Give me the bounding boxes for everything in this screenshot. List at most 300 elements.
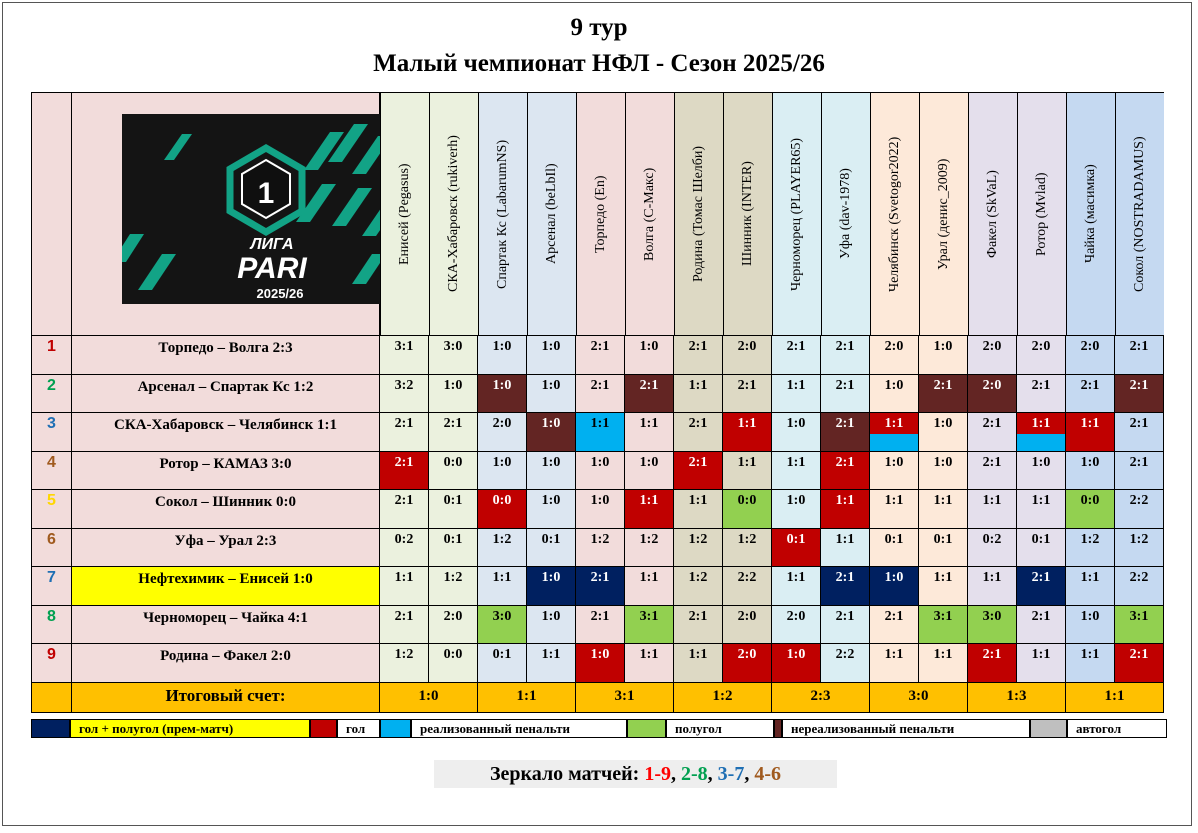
- total-score: 2:3: [772, 683, 870, 713]
- match-number: 9: [31, 644, 72, 683]
- prediction-cell: [478, 529, 527, 567]
- prediction-value: 2:1: [1129, 339, 1149, 354]
- prediction-cell: [576, 413, 625, 452]
- prediction-value: 3:2: [394, 378, 414, 393]
- prediction-value: 1:1: [639, 647, 659, 662]
- prediction-cell: [576, 452, 625, 490]
- prediction-cell: [1017, 644, 1066, 683]
- participant-header: Чайка (масимка): [1066, 92, 1115, 336]
- prediction-value: 1:0: [1031, 455, 1051, 470]
- prediction-cell: [968, 490, 1017, 529]
- prediction-value: 1:1: [737, 416, 757, 431]
- prediction-value: 1:0: [1080, 455, 1100, 470]
- prediction-value: 1:2: [394, 647, 414, 662]
- prediction-cell: [821, 567, 870, 606]
- match-number: 2: [31, 375, 72, 413]
- match-label: Сокол – Шинник 0:0: [72, 490, 380, 529]
- prediction-value: 1:0: [639, 339, 659, 354]
- total-num-cell: [31, 683, 72, 713]
- prediction-value: 1:2: [492, 532, 512, 547]
- participant-header: Спартак Кс (LabarumNS): [478, 92, 527, 336]
- championship-title: Малый чемпионат НФЛ - Сезон 2025/26: [373, 50, 825, 77]
- prediction-value: 2:1: [394, 493, 414, 508]
- prediction-value: 2:1: [1031, 378, 1051, 393]
- match-label: Родина – Факел 2:0: [72, 644, 380, 683]
- prediction-value: 0:1: [492, 647, 512, 662]
- prediction-value: 3:1: [1129, 609, 1149, 624]
- match-label: Торпедо – Волга 2:3: [72, 336, 380, 375]
- prediction-cell: [380, 336, 429, 375]
- prediction-value: 1:0: [884, 378, 904, 393]
- prediction-value: 2:1: [884, 609, 904, 624]
- prediction-value: 2:1: [1080, 378, 1100, 393]
- prediction-cell: [723, 490, 772, 529]
- prediction-value: 2:0: [1080, 339, 1100, 354]
- logo-line3: 2025/26: [256, 286, 304, 301]
- prediction-cell: [870, 375, 919, 413]
- participant-header: Челябинск (Svetogor2022): [870, 92, 919, 336]
- prediction-cell: [968, 567, 1017, 606]
- prediction-cell: [380, 375, 429, 413]
- prediction-value: 1:2: [443, 570, 463, 585]
- match-number: 5: [31, 490, 72, 529]
- prediction-value: 1:0: [541, 493, 561, 508]
- prediction-value: 3:0: [982, 609, 1002, 624]
- prediction-cell: [429, 606, 478, 644]
- prediction-value: 1:1: [933, 493, 953, 508]
- prediction-cell: [1066, 606, 1115, 644]
- prediction-cell: [674, 567, 723, 606]
- prediction-cell: [772, 529, 821, 567]
- prediction-cell: [478, 452, 527, 490]
- prediction-value: 1:1: [639, 493, 659, 508]
- prediction-cell: [821, 452, 870, 490]
- prediction-value: 1:1: [982, 493, 1002, 508]
- match-number: 7: [31, 567, 72, 606]
- prediction-value: 1:0: [933, 339, 953, 354]
- prediction-cell: [1115, 567, 1164, 606]
- prediction-cell: [1017, 567, 1066, 606]
- prediction-value: 1:0: [541, 455, 561, 470]
- prediction-cell: [380, 490, 429, 529]
- prediction-value: 0:0: [443, 647, 463, 662]
- prediction-cell: [625, 567, 674, 606]
- prediction-value: 2:2: [1129, 493, 1149, 508]
- prediction-value: 1:0: [443, 378, 463, 393]
- prediction-cell: [625, 644, 674, 683]
- prediction-cell: [478, 567, 527, 606]
- total-label: Итоговый счет:: [72, 683, 380, 713]
- prediction-value: 1:0: [786, 493, 806, 508]
- prediction-value: 2:1: [835, 416, 855, 431]
- prediction-cell: [919, 490, 968, 529]
- prediction-value: 2:1: [786, 339, 806, 354]
- prediction-cell: [527, 490, 576, 529]
- prediction-value: 2:0: [443, 609, 463, 624]
- prediction-value: 2:1: [443, 416, 463, 431]
- prediction-cell: [772, 452, 821, 490]
- prediction-value: 0:1: [933, 532, 953, 547]
- match-label: Уфа – Урал 2:3: [72, 529, 380, 567]
- prediction-value: 0:0: [492, 493, 512, 508]
- prediction-value: 1:0: [541, 570, 561, 585]
- participant-header: Факел (SkVaL): [968, 92, 1017, 336]
- prediction-cell: [1017, 490, 1066, 529]
- prediction-value: 1:1: [933, 647, 953, 662]
- prediction-cell: [576, 375, 625, 413]
- prediction-value: 2:2: [835, 647, 855, 662]
- prediction-value: 1:2: [639, 532, 659, 547]
- prediction-cell: [429, 490, 478, 529]
- prediction-cell: [527, 606, 576, 644]
- prediction-cell: [527, 413, 576, 452]
- prediction-cell: [1066, 567, 1115, 606]
- prediction-value: 1:1: [933, 570, 953, 585]
- prediction-value: 2:1: [835, 339, 855, 354]
- prediction-value: 2:1: [688, 339, 708, 354]
- prediction-cell: [527, 644, 576, 683]
- total-score: 1:0: [380, 683, 478, 713]
- prediction-value: 0:1: [786, 532, 806, 547]
- prediction-value: 2:1: [982, 416, 1002, 431]
- prediction-cell: [1017, 375, 1066, 413]
- prediction-cell: [429, 567, 478, 606]
- match-label: Черноморец – Чайка 4:1: [72, 606, 380, 644]
- prediction-value: 1:2: [1080, 532, 1100, 547]
- prediction-value: 1:1: [737, 455, 757, 470]
- prediction-cell: [674, 336, 723, 375]
- prediction-value: 0:2: [982, 532, 1002, 547]
- prediction-value: 1:1: [541, 647, 561, 662]
- prediction-cell: [1066, 644, 1115, 683]
- prediction-cell: [1066, 336, 1115, 375]
- prediction-value: 2:0: [737, 647, 757, 662]
- prediction-value: 0:1: [443, 532, 463, 547]
- participant-header: Арсенал (beLbIl): [527, 92, 576, 336]
- prediction-value: 1:0: [590, 493, 610, 508]
- total-score: 1:1: [478, 683, 576, 713]
- prediction-value: 1:1: [982, 570, 1002, 585]
- prediction-value: 2:1: [982, 455, 1002, 470]
- match-label: СКА-Хабаровск – Челябинск 1:1: [72, 413, 380, 452]
- prediction-value: 1:0: [541, 378, 561, 393]
- prediction-cell: [1017, 413, 1066, 452]
- prediction-cell: [380, 452, 429, 490]
- prediction-value: 2:1: [933, 378, 953, 393]
- prediction-value: 2:1: [1031, 570, 1051, 585]
- prediction-cell: [478, 606, 527, 644]
- prediction-value: 2:0: [737, 609, 757, 624]
- prediction-cell: [772, 375, 821, 413]
- prediction-value: 2:1: [1129, 647, 1149, 662]
- prediction-cell: [1115, 413, 1164, 452]
- prediction-cell: [674, 644, 723, 683]
- prediction-cell: [723, 336, 772, 375]
- prediction-value: 2:1: [835, 455, 855, 470]
- prediction-cell: [870, 606, 919, 644]
- prediction-cell: [723, 644, 772, 683]
- mirror-pair: 2-8: [680, 763, 708, 785]
- prediction-value: 2:0: [786, 609, 806, 624]
- prediction-cell: [625, 606, 674, 644]
- prediction-cell: [821, 644, 870, 683]
- prediction-cell: [772, 413, 821, 452]
- prediction-cell: [625, 529, 674, 567]
- prediction-cell: [821, 336, 870, 375]
- prediction-cell: [723, 413, 772, 452]
- prediction-value: 1:1: [786, 570, 806, 585]
- prediction-value: 1:0: [933, 416, 953, 431]
- prediction-value: 1:0: [492, 378, 512, 393]
- prediction-cell: [1066, 375, 1115, 413]
- prediction-cell: [1115, 490, 1164, 529]
- prediction-cell: [919, 529, 968, 567]
- prediction-value: 1:1: [1080, 647, 1100, 662]
- header-corner-num: [31, 92, 72, 336]
- prediction-cell: [919, 413, 968, 452]
- match-number: 1: [31, 336, 72, 375]
- legend-label: реализованный пенальти: [411, 719, 627, 738]
- prediction-cell: [478, 413, 527, 452]
- prediction-value: 2:1: [835, 570, 855, 585]
- total-score: 1:3: [968, 683, 1066, 713]
- prediction-value: 2:1: [688, 609, 708, 624]
- prediction-cell: [1115, 644, 1164, 683]
- prediction-cell: [478, 336, 527, 375]
- prediction-cell: [772, 644, 821, 683]
- prediction-value: 2:1: [1031, 609, 1051, 624]
- prediction-value: 1:1: [1031, 647, 1051, 662]
- match-label: Нефтехимик – Енисей 1:0: [72, 567, 380, 606]
- prediction-value: 2:2: [737, 570, 757, 585]
- prediction-value: 3:0: [492, 609, 512, 624]
- legend-swatch: [310, 719, 337, 738]
- prediction-value: 1:1: [884, 493, 904, 508]
- prediction-value: 2:1: [688, 455, 708, 470]
- prediction-cell: [429, 375, 478, 413]
- prediction-cell: [723, 606, 772, 644]
- legend-swatch: [380, 719, 411, 738]
- prediction-value: 2:1: [1129, 378, 1149, 393]
- total-score: 1:1: [1066, 683, 1164, 713]
- match-number: 4: [31, 452, 72, 490]
- participant-header: Енисей (Pegasus): [380, 92, 429, 336]
- prediction-cell: [723, 452, 772, 490]
- prediction-value: 1:0: [590, 455, 610, 470]
- match-number: 8: [31, 606, 72, 644]
- prediction-cell: [576, 606, 625, 644]
- prediction-cell: [1066, 413, 1115, 452]
- prediction-cell: [919, 567, 968, 606]
- prediction-cell: [968, 644, 1017, 683]
- prediction-cell: [919, 452, 968, 490]
- legend-label: гол + полугол (прем-матч): [70, 719, 310, 738]
- prediction-value: 3:1: [933, 609, 953, 624]
- match-number: 6: [31, 529, 72, 567]
- prediction-value: 0:1: [884, 532, 904, 547]
- participant-header: Урал (денис_2009): [919, 92, 968, 336]
- prediction-value: 3:1: [394, 339, 414, 354]
- prediction-value: 0:2: [394, 532, 414, 547]
- logo-badge-number: 1: [257, 177, 275, 210]
- prediction-value: 1:1: [688, 493, 708, 508]
- prediction-cell: [429, 336, 478, 375]
- prediction-value: 2:1: [639, 378, 659, 393]
- prediction-cell: [821, 529, 870, 567]
- prediction-value: 1:0: [639, 455, 659, 470]
- header-logo-cell: [72, 92, 380, 336]
- logo-line1: ЛИГА: [250, 236, 294, 253]
- prediction-cell: [870, 644, 919, 683]
- legend-swatch: [774, 719, 782, 738]
- prediction-cell: [429, 644, 478, 683]
- participant-header: Уфа (dav-1978): [821, 92, 870, 336]
- prediction-value: 1:1: [394, 570, 414, 585]
- legend-label: нереализованный пенальти: [782, 719, 1030, 738]
- prediction-cell: [1017, 336, 1066, 375]
- prediction-value: 1:2: [1129, 532, 1149, 547]
- legend-label: полугол: [666, 719, 774, 738]
- prediction-value: 2:2: [1129, 570, 1149, 585]
- participant-header: Черноморец (PLAYER65): [772, 92, 821, 336]
- participant-header: Ротор (Mvlad): [1017, 92, 1066, 336]
- prediction-cell: [1017, 606, 1066, 644]
- mirror-pair: 3-7: [717, 763, 745, 785]
- prediction-cell: [576, 567, 625, 606]
- prediction-value: 2:1: [394, 455, 414, 470]
- participant-header: Волга (С-Макс): [625, 92, 674, 336]
- prediction-cell: [527, 452, 576, 490]
- prediction-value: 2:1: [688, 416, 708, 431]
- legend-label: гол: [337, 719, 380, 738]
- prediction-value: 1:1: [835, 532, 855, 547]
- prediction-cell: [1066, 490, 1115, 529]
- prediction-value: 1:0: [541, 609, 561, 624]
- prediction-cell: [1066, 452, 1115, 490]
- round-title: 9 тур: [570, 14, 628, 41]
- mirror-pair: 4-6: [754, 763, 781, 785]
- total-score: 3:1: [576, 683, 674, 713]
- prediction-cell: [968, 452, 1017, 490]
- prediction-cell: [527, 529, 576, 567]
- participant-header: Сокол (NOSTRADAMUS): [1115, 92, 1164, 336]
- prediction-cell: [723, 529, 772, 567]
- prediction-cell: [870, 336, 919, 375]
- prediction-cell: [478, 490, 527, 529]
- prediction-cell: [380, 567, 429, 606]
- prediction-cell: [870, 452, 919, 490]
- prediction-value: 1:1: [786, 378, 806, 393]
- prediction-value: 0:0: [443, 455, 463, 470]
- prediction-value: 1:0: [590, 647, 610, 662]
- prediction-value: 2:1: [1129, 416, 1149, 431]
- prediction-value: 1:1: [835, 493, 855, 508]
- prediction-cell: [380, 644, 429, 683]
- prediction-value: 1:0: [1080, 609, 1100, 624]
- prediction-value: 1:1: [1031, 493, 1051, 508]
- prediction-value: 0:0: [737, 493, 757, 508]
- prediction-cell: [429, 413, 478, 452]
- match-label: Арсенал – Спартак Кс 1:2: [72, 375, 380, 413]
- total-score: 3:0: [870, 683, 968, 713]
- prediction-value: 1:0: [541, 416, 561, 431]
- prediction-value: 2:1: [1129, 455, 1149, 470]
- mirror-pair: 1-9: [644, 763, 671, 785]
- prediction-value: 0:1: [443, 493, 463, 508]
- prediction-value: 2:1: [590, 339, 610, 354]
- prediction-cell: [1115, 375, 1164, 413]
- prediction-cell: [870, 413, 919, 452]
- prediction-cell: [625, 336, 674, 375]
- prediction-cell: [576, 644, 625, 683]
- participant-header: Родина (Томас Шелби): [674, 92, 723, 336]
- prediction-value: 1:2: [688, 570, 708, 585]
- prediction-value: 2:1: [835, 609, 855, 624]
- prediction-value: 1:1: [884, 416, 904, 431]
- prediction-cell: [821, 375, 870, 413]
- prediction-value: 1:1: [1031, 416, 1051, 431]
- prediction-value: 2:1: [394, 416, 414, 431]
- prediction-value: 1:1: [639, 570, 659, 585]
- prediction-cell: [478, 375, 527, 413]
- prediction-value: 1:2: [688, 532, 708, 547]
- logo-line2: PARI: [237, 252, 307, 285]
- prediction-cell: [968, 529, 1017, 567]
- prediction-cell: [1115, 452, 1164, 490]
- prediction-cell: [576, 336, 625, 375]
- prediction-value: 1:2: [590, 532, 610, 547]
- prediction-value: 1:1: [590, 416, 610, 431]
- prediction-value: 3:0: [443, 339, 463, 354]
- prediction-value: 2:0: [1031, 339, 1051, 354]
- prediction-value: 2:1: [982, 647, 1002, 662]
- prediction-cell: [919, 606, 968, 644]
- prediction-cell: [576, 490, 625, 529]
- prediction-value: 2:0: [982, 378, 1002, 393]
- prediction-cell: [625, 490, 674, 529]
- prediction-cell: [968, 375, 1017, 413]
- prediction-value: 2:1: [590, 378, 610, 393]
- prediction-value: 1:0: [884, 455, 904, 470]
- prediction-cell: [968, 336, 1017, 375]
- prediction-value: 1:1: [1080, 416, 1100, 431]
- prediction-cell: [380, 413, 429, 452]
- prediction-cell: [870, 490, 919, 529]
- prediction-value: 1:1: [1080, 570, 1100, 585]
- prediction-value: 2:1: [590, 570, 610, 585]
- prediction-value: 1:1: [639, 416, 659, 431]
- prediction-value: 3:1: [639, 609, 659, 624]
- prediction-cell: [380, 529, 429, 567]
- prediction-cell: [1066, 529, 1115, 567]
- prediction-cell: [674, 375, 723, 413]
- prediction-cell: [1115, 606, 1164, 644]
- prediction-cell: [478, 644, 527, 683]
- prediction-cell: [919, 375, 968, 413]
- prediction-cell: [674, 452, 723, 490]
- prediction-value: 2:0: [492, 416, 512, 431]
- prediction-value: 2:1: [835, 378, 855, 393]
- legend-swatch: [1030, 719, 1067, 738]
- prediction-value: 1:0: [786, 647, 806, 662]
- total-score: 1:2: [674, 683, 772, 713]
- prediction-cell: [870, 567, 919, 606]
- prediction-value: 1:1: [688, 378, 708, 393]
- prediction-value: 0:1: [1031, 532, 1051, 547]
- prediction-cell: [772, 606, 821, 644]
- prediction-value: 1:0: [933, 455, 953, 470]
- mirror-matches: Зеркало матчей: 1-9, 2-8, 3-7, 4-6: [434, 760, 837, 788]
